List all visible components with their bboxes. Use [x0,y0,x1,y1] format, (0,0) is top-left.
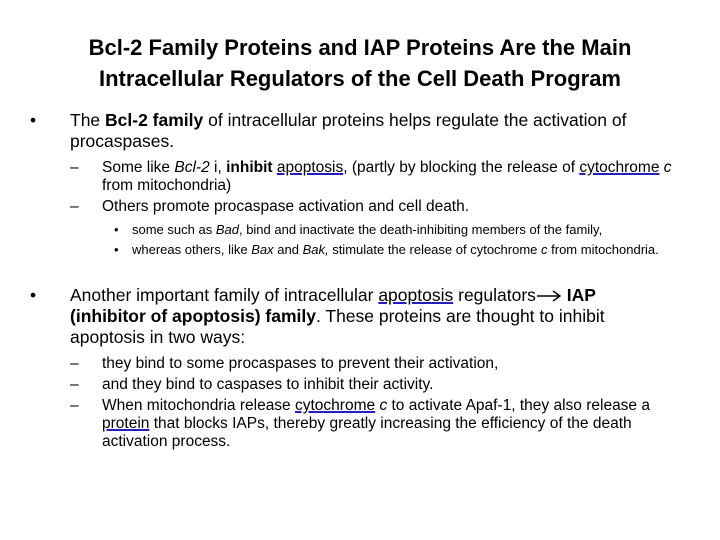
text: , bind and inactivate the death-inhibiting members of the family, [238,222,603,237]
text: of intracellular proteins helps regulate the activation of procaspases. [70,110,627,151]
iap-family-term: IAP (inhibitor of apoptosis) family [70,285,596,326]
text: When mitochondria release [102,397,295,414]
c-italic: c [379,397,388,414]
bax-italic: Bax [251,241,274,257]
bullet-bcl2-family [30,110,695,152]
subsub-bullet-bad [30,222,695,238]
dash: – [70,376,79,393]
text: , (partly by blocking the release of [343,159,580,176]
bullet-dot: • [114,222,119,237]
text: from mitochondria. [547,241,659,257]
inhibit-bold: inhibit [226,159,273,176]
dash: – [70,198,79,215]
text: The [70,110,106,130]
dash: – [70,355,79,372]
title-line-2: Intracellular Regulators of the Cell Death Program [98,66,621,91]
text: Others promote procaspase activation and cell death. [102,198,470,215]
text: regulators [453,285,536,305]
apoptosis-link[interactable]: apoptosis [378,285,454,305]
text: from mitochondria) [102,177,232,194]
text: they bind to some procaspases to prevent their activation, [102,355,499,372]
right-arrow-icon [536,290,562,302]
sub-bullet-procaspases [30,355,695,373]
text: some such as [132,222,216,237]
cytochrome-link[interactable]: cytochrome [579,159,660,176]
c-italic: c [541,241,548,257]
dash: – [70,159,79,176]
title-line-1: Bcl-2 Family Proteins and IAP Proteins Are the Main [88,35,632,60]
text: i, [209,159,227,176]
bad-italic: Bad [215,222,239,237]
sub-bullet-promote [30,198,695,216]
bcl2-family-term: Bcl-2 family [105,110,204,130]
text: . These proteins are thought to inhibit apoptosis in two ways: [70,306,605,347]
dash: – [70,397,79,414]
protein-link[interactable]: protein [102,415,150,432]
slide-body [30,110,695,451]
bullet-dot: • [114,241,119,257]
cytochrome-link[interactable]: cytochrome [295,397,376,414]
text: Some like [102,159,175,176]
subsub-bullet-bax-bak [30,242,695,258]
slide-title [20,32,700,94]
bcl2-italic: Bcl-2 [174,159,210,176]
text: that blocks IAPs, thereby greatly increasing the efficiency of the death activation process. [102,415,632,450]
bullet-dot: • [30,285,37,305]
sub-bullet-caspases [30,376,695,394]
bullet-iap-family [30,285,695,348]
sub-bullet-mitochondria [30,397,695,451]
text: and they bind to caspases to inhibit their activity. [102,376,434,393]
sub-bullet-inhibit [30,159,695,195]
bullet-dot: • [30,110,37,130]
text: Another important family of intracellular [70,285,379,305]
text: whereas others, like [132,241,252,257]
text: and [273,241,303,257]
c-italic: c [663,159,672,176]
text: stimulate the release of cytochrome [328,241,542,257]
bak-italic: Bak, [302,241,329,257]
apoptosis-link[interactable]: apoptosis [276,159,344,176]
text: to activate Apaf-1, they also release a [387,397,650,414]
